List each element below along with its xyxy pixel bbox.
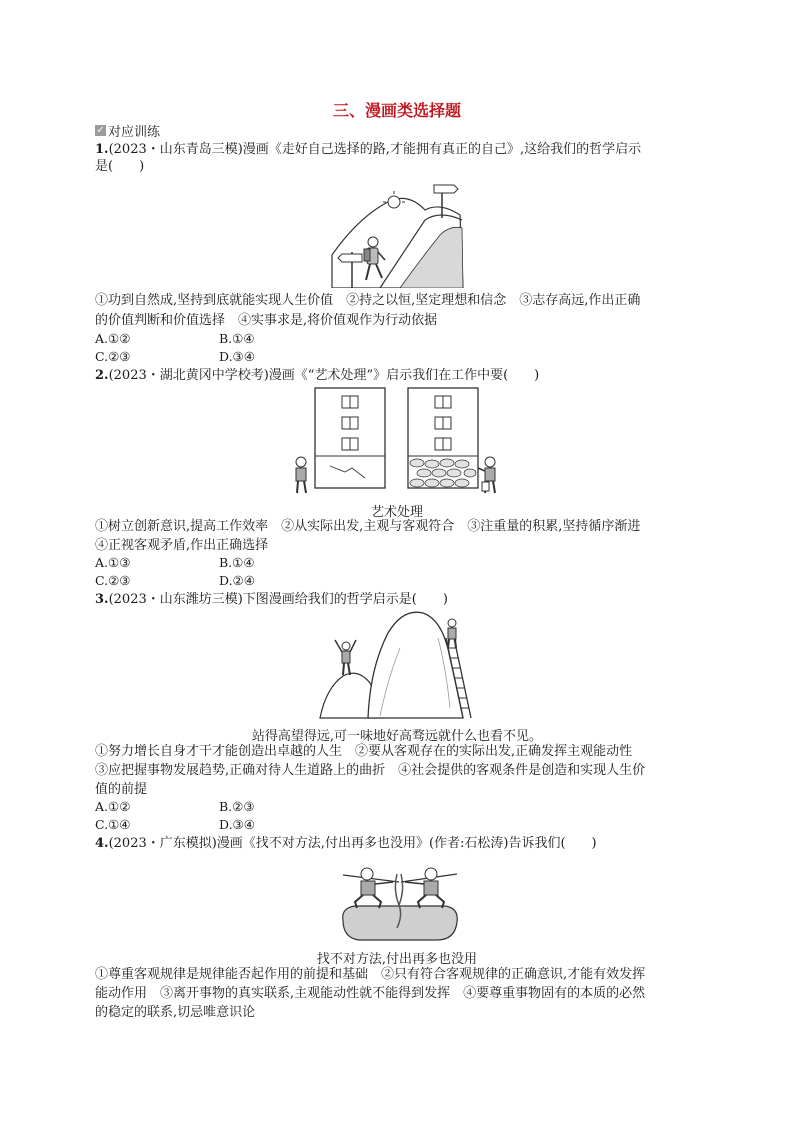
q2-stem-line1 — [95, 367, 539, 384]
q1-number: 1. — [95, 142, 109, 157]
q2-statements-line1: ①树立创新意识,提高工作效率 ②从实际出发,主观与客观符合 ③注重量的积累,坚持循序渐进 — [95, 519, 641, 534]
q4-stem-line1 — [95, 835, 597, 852]
q4-cartoon-rope-pull — [337, 860, 462, 942]
q3-option-b[interactable]: B.②③ — [219, 799, 255, 814]
q3-cartoon-mountains — [318, 608, 476, 720]
q1-option-d[interactable]: D.③④ — [219, 349, 255, 364]
q1-cartoon-hiker — [330, 180, 465, 288]
training-heading — [95, 121, 160, 140]
q4-number: 4. — [95, 836, 109, 851]
q1-stem: (2023・山东青岛三模)漫画《走好自己选择的路,才能拥有真正的自己》,这给我们的哲学启示 — [108, 142, 642, 157]
q1-option-a[interactable]: A.①② — [95, 331, 131, 346]
check-box-icon: ✓ — [96, 125, 105, 136]
q1-option-b[interactable]: B.①④ — [219, 331, 255, 346]
q3-number: 3. — [95, 592, 109, 607]
q1-option-c[interactable]: C.②③ — [95, 349, 131, 364]
q4-caption: 找不对方法,付出再多也没用 — [316, 952, 478, 967]
q1-stem-line2: 是( ) — [95, 159, 145, 174]
q3-statements-line2: ③应把握事物发展趋势,正确对待人生道路上的曲折 ④社会提供的客观条件是创造和实现人生价 — [95, 763, 646, 778]
q3-option-a[interactable]: A.①② — [95, 799, 131, 814]
q2-statements-line2: ④正视客观矛盾,作出正确选择 — [95, 538, 269, 553]
q1-stem-line1 — [95, 141, 641, 158]
q1-statements-line2: 的价值判断和价值选择 ④实事求是,将价值观作为行动依据 — [95, 313, 438, 328]
q4-statements-line1: ①尊重客观规律是规律能否起作用的前提和基础 ②只有符合客观规律的正确意识,才能有效发挥 — [95, 967, 646, 982]
q3-stem: (2023・山东潍坊三模)下图漫画给我们的哲学启示是( ) — [108, 592, 448, 607]
section-title: 三、漫画类选择题 — [332, 101, 461, 120]
q2-stem: (2023・湖北黄冈中学校考)漫画《“艺术处理”》启示我们在工作中要( ) — [108, 368, 540, 383]
q2-option-d[interactable]: D.②④ — [219, 573, 255, 588]
q2-option-c[interactable]: C.②③ — [95, 573, 131, 588]
q2-cartoon-buildings — [290, 386, 508, 496]
q3-stem-line1 — [95, 591, 448, 608]
q2-option-b[interactable]: B.①④ — [219, 555, 255, 570]
q3-caption: 站得高望得远,可一味地好高骛远就什么也看不见。 — [251, 729, 543, 744]
training-label: 对应训练 — [108, 125, 161, 140]
q1-statements-line1: ①功到自然成,坚持到底就能实现人生价值 ②持之以恒,坚定理想和信念 ③志存高远,作出正确 — [95, 293, 641, 308]
q4-statements-line2: 能动作用 ③离开事物的真实联系,主观能动性就不能得到发挥 ④要尊重事物固有的本质的必然 — [95, 986, 646, 1001]
q3-option-c[interactable]: C.①④ — [95, 817, 131, 832]
q3-statements-line3: 值的前提 — [95, 782, 148, 797]
q3-statements-line1: ①努力增长自身才干才能创造出卓越的人生 ②要从客观存在的实际出发,正确发挥主观能动性 — [95, 744, 633, 759]
q4-stem: (2023・广东模拟)漫画《找不对方法,付出再多也没用》(作者:石松涛)告诉我们( ) — [108, 836, 597, 851]
q2-number: 2. — [95, 368, 109, 383]
q2-option-a[interactable]: A.①③ — [95, 555, 131, 570]
q2-caption: 艺术处理 — [370, 505, 423, 520]
q3-option-d[interactable]: D.③④ — [219, 817, 255, 832]
q4-statements-line3: 的稳定的联系,切忌唯意识论 — [95, 1005, 256, 1020]
